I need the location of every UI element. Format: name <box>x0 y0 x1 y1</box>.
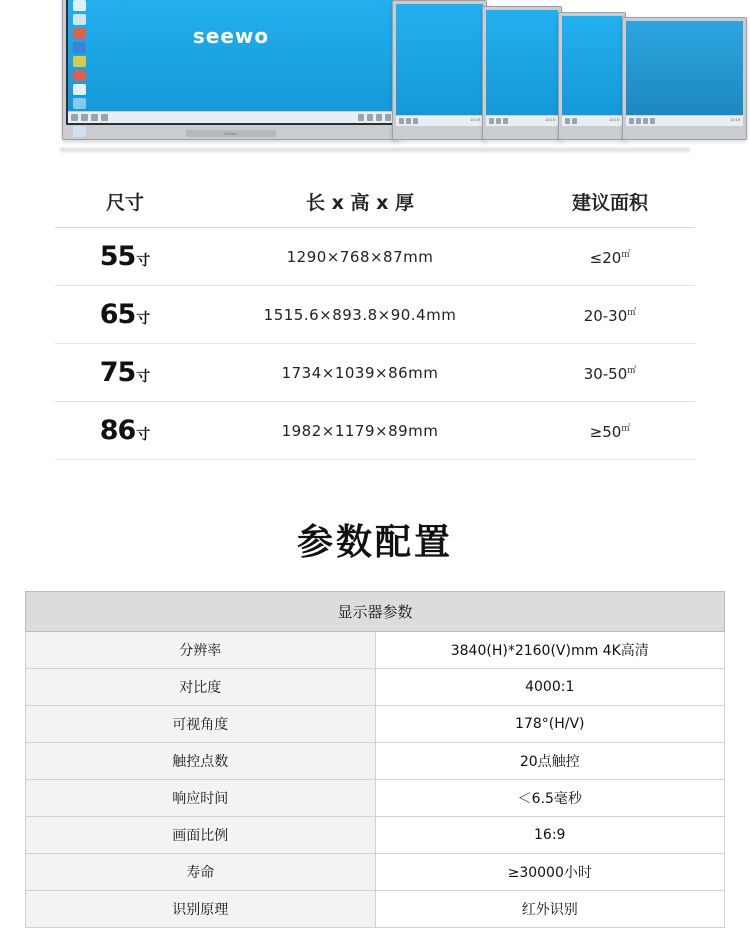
table-header-row <box>55 182 695 228</box>
spec-row <box>26 817 725 854</box>
spec-key: 对比度 <box>26 669 376 706</box>
cell-size <box>55 402 195 460</box>
size-comparison-table <box>55 182 695 460</box>
spec-table-title: 显示器参数 <box>26 592 725 632</box>
size-number: 75 <box>99 357 136 388</box>
spec-row <box>26 854 725 891</box>
taskbar-left-icons <box>489 118 508 124</box>
photo-shadow <box>60 148 690 154</box>
spec-key: 响应时间 <box>26 780 376 817</box>
area-unit: ㎡ <box>627 365 637 376</box>
spec-value: ＜6.5毫秒 <box>375 780 725 817</box>
spec-header-row <box>26 592 725 632</box>
spec-key: 寿命 <box>26 854 376 891</box>
table-row <box>55 344 695 402</box>
spec-key: 触控点数 <box>26 743 376 780</box>
brand-logo: seewo <box>192 24 270 48</box>
spec-row <box>26 669 725 706</box>
spec-row <box>26 891 725 928</box>
spec-value: 178°(H/V) <box>375 706 725 743</box>
main-monitor <box>62 0 400 140</box>
spec-key: 识别原理 <box>26 891 376 928</box>
cell-area <box>525 344 695 402</box>
spec-value: 3840(H)*2160(V)mm 4K高清 <box>375 632 725 669</box>
monitor-screen <box>626 21 743 126</box>
side-monitor-4 <box>558 12 626 140</box>
taskbar <box>626 115 743 126</box>
cell-size <box>55 286 195 344</box>
taskbar-clock: 13:19 <box>544 117 555 122</box>
cell-dimension: 1290×768×87mm <box>286 247 434 266</box>
table-row <box>55 228 695 286</box>
cell-area <box>525 286 695 344</box>
taskbar-right-icons <box>358 114 391 121</box>
taskbar-left-icons <box>399 118 418 124</box>
monitor-lineup <box>62 0 742 152</box>
size-unit: 寸 <box>136 253 151 269</box>
size-number: 86 <box>99 415 136 446</box>
spec-key: 画面比例 <box>26 817 376 854</box>
taskbar <box>68 111 394 123</box>
side-monitor-2 <box>392 0 487 140</box>
taskbar-clock: 13:19 <box>608 117 619 122</box>
area-unit: ㎡ <box>621 423 631 434</box>
monitor-screen <box>396 4 483 126</box>
spec-table-wrapper <box>25 591 725 928</box>
table-row <box>55 286 695 344</box>
display-spec-table <box>25 591 725 928</box>
cell-area <box>525 402 695 460</box>
taskbar <box>562 115 622 126</box>
area-value: ≥50 <box>589 422 622 441</box>
area-value: 20-30 <box>583 306 628 325</box>
column-header-dimension: 长 x 高 x 厚 <box>306 192 414 214</box>
taskbar <box>486 115 558 126</box>
side-monitor-3 <box>482 6 562 140</box>
spec-value: 20点触控 <box>375 743 725 780</box>
size-unit: 寸 <box>136 369 151 385</box>
taskbar-left-icons <box>629 118 655 124</box>
spec-value: ≥30000小时 <box>375 854 725 891</box>
area-value: 30-50 <box>583 364 628 383</box>
spec-row <box>26 632 725 669</box>
monitor-screen <box>486 10 558 126</box>
spec-key: 可视角度 <box>26 706 376 743</box>
table-row <box>55 402 695 460</box>
taskbar-left-icons <box>565 118 577 124</box>
cell-area <box>525 228 695 286</box>
taskbar-clock: 13:19 <box>469 117 480 122</box>
area-value: ≤20 <box>589 248 622 267</box>
spec-row <box>26 743 725 780</box>
taskbar-clock: 13:19 <box>729 117 740 122</box>
spec-value: 红外识别 <box>375 891 725 928</box>
monitor-screen <box>562 16 622 126</box>
product-photo-banner <box>0 0 750 160</box>
size-number: 65 <box>99 299 136 330</box>
cell-dimension: 1982×1179×89mm <box>281 421 439 440</box>
cell-size <box>55 228 195 286</box>
size-unit: 寸 <box>136 311 151 327</box>
area-unit: ㎡ <box>621 249 631 260</box>
taskbar-left-icons <box>71 114 108 121</box>
side-monitor-5 <box>622 17 747 140</box>
cell-dimension: 1515.6×893.8×90.4mm <box>263 305 457 324</box>
size-unit: 寸 <box>136 427 151 443</box>
spec-key: 分辨率 <box>26 632 376 669</box>
spec-value: 4000:1 <box>375 669 725 706</box>
monitor-stand: seewo <box>186 130 276 137</box>
size-number: 55 <box>99 241 136 272</box>
spec-value: 16:9 <box>375 817 725 854</box>
taskbar <box>396 115 483 126</box>
column-header-size: 尺寸 <box>105 192 144 214</box>
spec-row <box>26 706 725 743</box>
cell-size <box>55 344 195 402</box>
column-header-area: 建议面积 <box>571 192 648 214</box>
cell-dimension: 1734×1039×86mm <box>281 363 439 382</box>
spec-row <box>26 780 725 817</box>
area-unit: ㎡ <box>627 307 637 318</box>
monitor-screen <box>68 0 394 123</box>
section-title-parameters: 参数配置 <box>296 522 453 563</box>
